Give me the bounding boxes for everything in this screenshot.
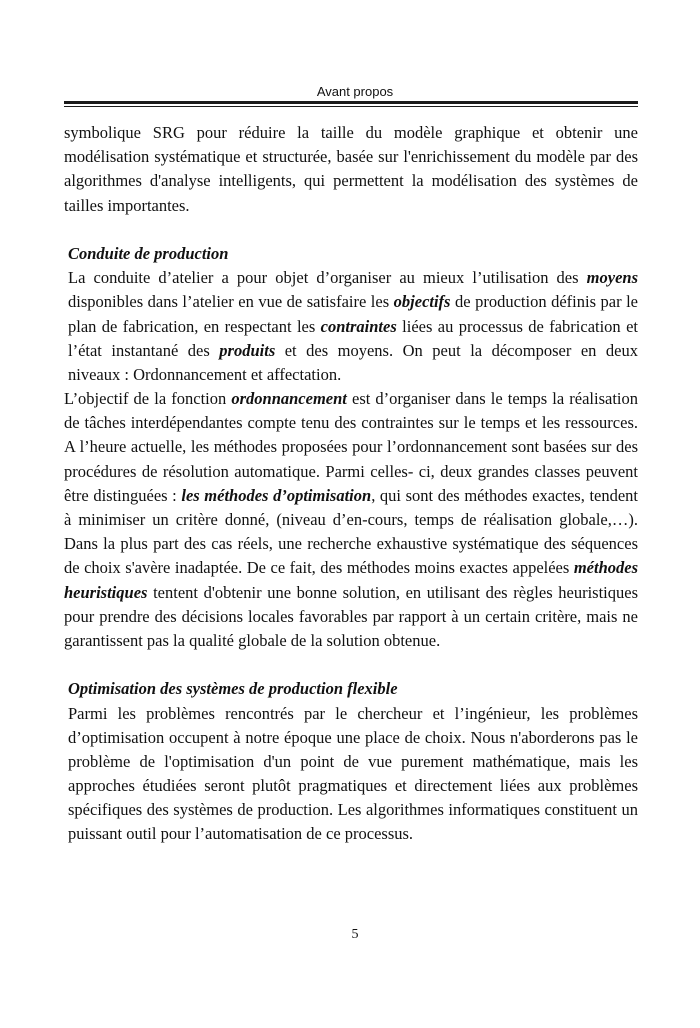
emphasis: produits — [219, 340, 276, 360]
text-line: de tâches interdépendantes compte tenu des contraintes sur le temps et les ressources. — [64, 413, 638, 433]
text-line: symbolique SRG pour réduire la taille du modèle graphique et obtenir une — [64, 123, 638, 142]
section-heading: Conduite de production — [68, 243, 229, 263]
page-number: 5 — [351, 927, 359, 942]
text-line: algorithmes d'analyse intelligents, qui permettent la modélisation des systèmes de — [64, 171, 638, 191]
text-line: l’état instantané des produits et des moyens. On peut la décomposer en deux — [68, 340, 638, 360]
text-line: disponibles dans l’atelier en vue de satisfaire les objectifs de production définis par le — [68, 292, 638, 312]
text-line: puissant outil pour l’automatisation de ce processus. — [68, 824, 414, 844]
section-heading: Optimisation des systèmes de production flexible — [68, 679, 398, 699]
emphasis: moyens — [586, 268, 638, 288]
emphasis: les méthodes d’optimisation — [181, 485, 372, 505]
text-line: niveaux : Ordonnancement et affectation. — [68, 364, 342, 384]
emphasis: objectifs — [393, 292, 451, 312]
emphasis: méthodes — [573, 558, 638, 578]
text-line: à minimiser un critère donné, (niveau d’en-cours, temps de réalisation globale,…). — [64, 510, 638, 529]
text-line: approches étudiées seront plutôt pragmatiques et directement liées aux problèmes — [68, 776, 638, 796]
text-line: L’objectif de la fonction ordonnancement est d’organiser dans le temps la réalisation — [64, 389, 638, 409]
text-line: plan de fabrication, en respectant les contraintes liées au processus de fabrication et — [68, 316, 638, 336]
header-rule-thick — [64, 101, 638, 104]
text-line: pour prendre des décisions locales favorables par rapport à un certain critère, mais ne — [64, 606, 638, 626]
text-line: problème de l'optimisation d'un point de vue purement mathématique, mais les — [68, 751, 638, 771]
text-line: tailles importantes. — [64, 195, 190, 215]
header-rule-thin — [64, 106, 638, 107]
text-line: d’optimisation occupent à notre époque une place de choix. Nous n'aborderons pas le — [68, 727, 638, 747]
text-line: Parmi les problèmes rencontrés par le chercheur et l’ingénieur, les problèmes — [68, 703, 638, 723]
body-text — [64, 121, 638, 847]
emphasis: heuristiques — [64, 582, 148, 602]
text-line: de choix s'avère inadaptée. De ce fait, des méthodes moins exactes appelées méthodes — [64, 558, 638, 578]
text-line: heuristiques tentent d'obtenir une bonne solution, en utilisant des règles heuristiques — [64, 582, 638, 602]
text-line: être distinguées : les méthodes d’optimisation, qui sont des méthodes exactes, tendent — [64, 485, 638, 505]
text-line: garantissent pas la qualité globale de la solution obtenue. — [64, 630, 441, 650]
text-line: spécifiques des systèmes de production. Les algorithmes informatiques constituent un — [68, 800, 638, 820]
emphasis: contraintes — [320, 316, 397, 336]
text-line: procédures de résolution automatique. Parmi celles- ci, deux grandes classes peuvent — [64, 461, 638, 481]
text-line: modélisation systématique et structurée, basée sur l'enrichissement du modèle par des — [64, 147, 638, 167]
emphasis: ordonnancement — [231, 389, 347, 409]
running-header: Avant propos — [316, 84, 394, 99]
text-line: La conduite d’atelier a pour objet d’organiser au mieux l’utilisation des moyens — [68, 268, 638, 288]
text-line: A l’heure actuelle, les méthodes proposées pour l’ordonnancement sont basées sur des — [64, 437, 638, 457]
text-line: Dans la plus part des cas réels, une recherche exhaustive systématique des séquences — [64, 534, 638, 554]
